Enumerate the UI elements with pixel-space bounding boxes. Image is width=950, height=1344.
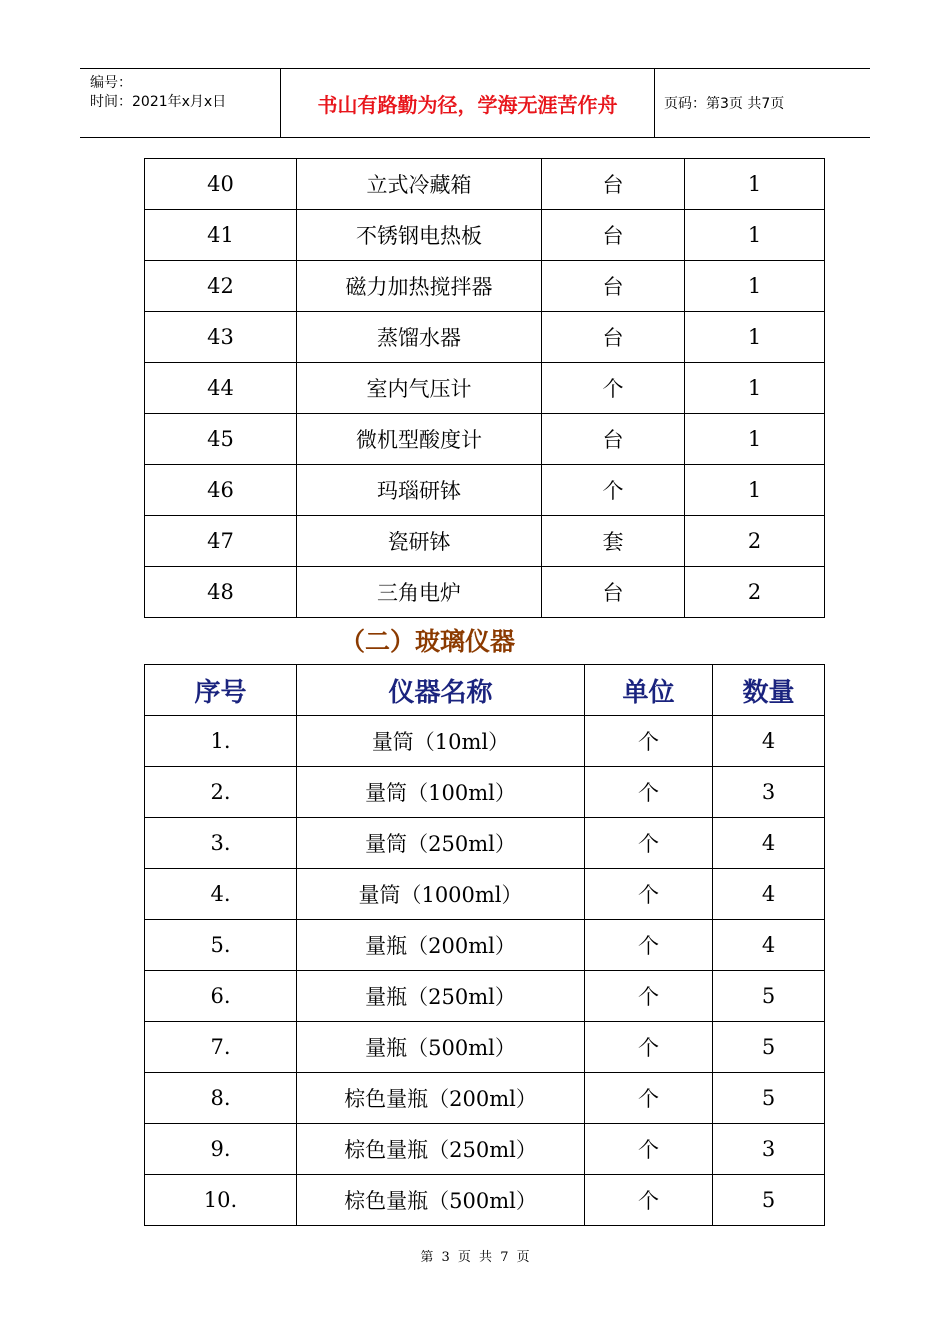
item-name: 量筒（100ml） <box>297 767 585 818</box>
row-number: 4. <box>145 869 297 920</box>
item-unit: 台 <box>542 414 685 465</box>
item-name: 室内气压计 <box>297 363 542 414</box>
header-quantity: 数量 <box>713 665 825 716</box>
item-quantity: 4 <box>713 920 825 971</box>
item-quantity: 1 <box>685 363 825 414</box>
item-quantity: 1 <box>685 465 825 516</box>
row-number: 9. <box>145 1124 297 1175</box>
item-name: 瓷研钵 <box>297 516 542 567</box>
item-unit: 个 <box>542 465 685 516</box>
item-name: 棕色量瓶（200ml） <box>297 1073 585 1124</box>
row-number: 1. <box>145 716 297 767</box>
item-unit: 个 <box>585 1124 713 1175</box>
table-row <box>145 414 825 465</box>
table-row <box>145 465 825 516</box>
item-unit: 个 <box>585 818 713 869</box>
table-row <box>145 818 825 869</box>
item-quantity: 1 <box>685 414 825 465</box>
header-number: 序号 <box>145 665 297 716</box>
item-unit: 台 <box>542 567 685 618</box>
item-unit: 个 <box>585 1175 713 1226</box>
item-unit: 个 <box>585 971 713 1022</box>
item-name: 磁力加热搅拌器 <box>297 261 542 312</box>
item-quantity: 1 <box>685 261 825 312</box>
item-unit: 个 <box>585 716 713 767</box>
item-quantity: 1 <box>685 312 825 363</box>
table-row <box>145 1175 825 1226</box>
time-label: 时间：2021年x月x日 <box>90 94 227 110</box>
item-name: 量瓶（500ml） <box>297 1022 585 1073</box>
page-header <box>80 68 870 138</box>
item-unit: 台 <box>542 159 685 210</box>
table-row <box>145 716 825 767</box>
item-name: 量瓶（200ml） <box>297 920 585 971</box>
item-name: 量筒（250ml） <box>297 818 585 869</box>
row-number: 2. <box>145 767 297 818</box>
section-title: （二）玻璃仪器 <box>340 627 516 656</box>
item-quantity: 2 <box>685 516 825 567</box>
row-number: 44 <box>145 363 297 414</box>
item-name: 棕色量瓶（500ml） <box>297 1175 585 1226</box>
item-quantity: 3 <box>713 1124 825 1175</box>
row-number: 48 <box>145 567 297 618</box>
table-header-row <box>145 665 825 716</box>
header-meta <box>80 69 281 137</box>
item-name: 立式冷藏箱 <box>297 159 542 210</box>
header-name: 仪器名称 <box>297 665 585 716</box>
item-quantity: 4 <box>713 818 825 869</box>
header-page-info: 页码：第3页 共7页 <box>664 96 785 112</box>
item-name: 量筒（1000ml） <box>297 869 585 920</box>
table-row <box>145 210 825 261</box>
table-row <box>145 869 825 920</box>
table-row <box>145 363 825 414</box>
table-row <box>145 971 825 1022</box>
glassware-table <box>144 664 825 1226</box>
item-unit: 台 <box>542 312 685 363</box>
item-unit: 个 <box>585 1022 713 1073</box>
table-row <box>145 516 825 567</box>
item-name: 量筒（10ml） <box>297 716 585 767</box>
item-unit: 套 <box>542 516 685 567</box>
header-motto: 书山有路勤为径，学海无涯苦作舟 <box>281 69 655 137</box>
item-quantity: 5 <box>713 1073 825 1124</box>
table-row <box>145 567 825 618</box>
table-row <box>145 261 825 312</box>
code-label: 编号： <box>90 75 132 91</box>
item-name: 棕色量瓶（250ml） <box>297 1124 585 1175</box>
item-quantity: 4 <box>713 716 825 767</box>
item-name: 蒸馏水器 <box>297 312 542 363</box>
row-number: 46 <box>145 465 297 516</box>
item-name: 量瓶（250ml） <box>297 971 585 1022</box>
table-row <box>145 1022 825 1073</box>
item-unit: 个 <box>585 1073 713 1124</box>
row-number: 47 <box>145 516 297 567</box>
equipment-table-continued <box>144 158 825 618</box>
header-unit: 单位 <box>585 665 713 716</box>
row-number: 45 <box>145 414 297 465</box>
row-number: 41 <box>145 210 297 261</box>
row-number: 10. <box>145 1175 297 1226</box>
item-unit: 个 <box>542 363 685 414</box>
row-number: 8. <box>145 1073 297 1124</box>
item-quantity: 3 <box>713 767 825 818</box>
item-quantity: 1 <box>685 159 825 210</box>
item-quantity: 4 <box>713 869 825 920</box>
page-footer: 第 3 页 共 7 页 <box>420 1250 530 1265</box>
row-number: 6. <box>145 971 297 1022</box>
item-name: 玛瑙研钵 <box>297 465 542 516</box>
row-number: 42 <box>145 261 297 312</box>
row-number: 3. <box>145 818 297 869</box>
item-unit: 台 <box>542 261 685 312</box>
item-unit: 个 <box>585 767 713 818</box>
item-name: 微机型酸度计 <box>297 414 542 465</box>
item-quantity: 1 <box>685 210 825 261</box>
item-quantity: 5 <box>713 971 825 1022</box>
row-number: 40 <box>145 159 297 210</box>
item-quantity: 5 <box>713 1022 825 1073</box>
table-row <box>145 920 825 971</box>
table-row <box>145 312 825 363</box>
item-unit: 个 <box>585 920 713 971</box>
table-row <box>145 1124 825 1175</box>
table-row <box>145 159 825 210</box>
table-row <box>145 1073 825 1124</box>
item-name: 不锈钢电热板 <box>297 210 542 261</box>
row-number: 7. <box>145 1022 297 1073</box>
row-number: 5. <box>145 920 297 971</box>
item-quantity: 2 <box>685 567 825 618</box>
item-name: 三角电炉 <box>297 567 542 618</box>
row-number: 43 <box>145 312 297 363</box>
item-unit: 个 <box>585 869 713 920</box>
table-row <box>145 767 825 818</box>
item-quantity: 5 <box>713 1175 825 1226</box>
item-unit: 台 <box>542 210 685 261</box>
